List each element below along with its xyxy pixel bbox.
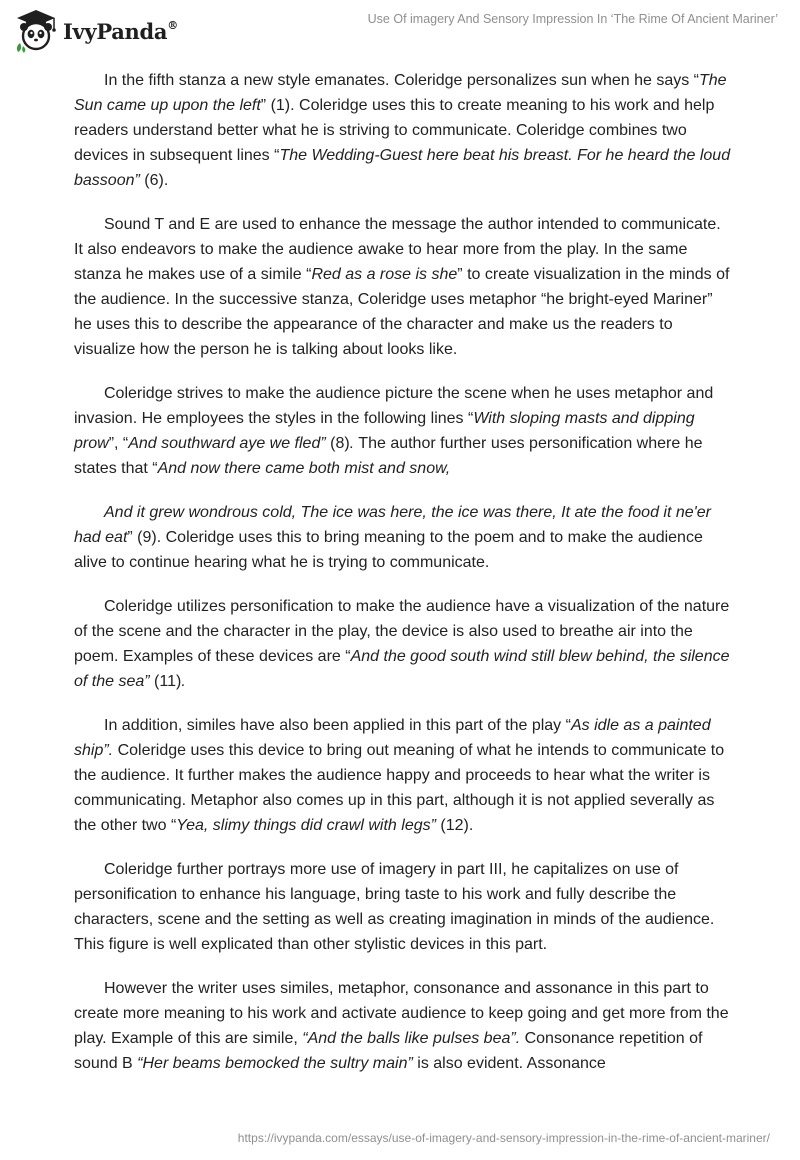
quoted-line: And it grew wondrous cold, The ice was here, the ice was there, It ate the food it ne'er had eat: [74, 504, 711, 546]
essay-body: [74, 68, 734, 1095]
text-run: (6).: [139, 172, 169, 189]
document-title: Use Of imagery And Sensory Impression In ‘The Rime Of Ancient Mariner’: [367, 12, 778, 26]
text-run: Coleridge utilizes personification to make the audience have a visualization of the nature of the scene and the character in the play, the device is also used to breathe air into the poem. Examples of these devices are “: [74, 598, 730, 665]
text-run: The author further uses personification where he states that “: [74, 435, 703, 477]
text-run: However the writer uses similes, metaphor, consonance and assonance in this part to create more meaning to his work and activate audience to keep going and get more from the play. Example of this are simile,: [74, 980, 729, 1047]
essay-paragraph: [74, 68, 734, 193]
text-run: Sound T and E are used to enhance the message the author intended to communicate. It also endeavors to make the audience awake to hear more from the play. In the same stanza he makes use of a simile “: [74, 216, 721, 283]
page-header: [0, 0, 800, 62]
quoted-line: As idle as a painted ship”.: [74, 717, 711, 759]
quoted-line: The Wedding-Guest here beat his breast. For he heard the loud bassoon”: [74, 147, 731, 189]
quoted-line: And the good south wind still blew behind, the silence of the sea”: [74, 648, 730, 690]
text-run: Coleridge strives to make the audience picture the scene when he uses metaphor and invasion. He employees the styles in the following lines “: [74, 385, 714, 427]
essay-paragraph: [74, 976, 734, 1076]
quoted-line: .: [349, 435, 355, 452]
quoted-line: “Her beams bemocked the sultry main”: [137, 1055, 413, 1072]
text-run: (8): [325, 435, 350, 452]
quoted-line: With sloping masts and dipping prow: [74, 410, 695, 452]
quoted-line: Red as a rose is she: [311, 266, 458, 283]
text-run: ” to create visualization in the minds of the audience. In the successive stanza, Coleridge uses metaphor “he bright-eyed Mariner” he uses this to describe the appearance of the character and make us the readers to visualize how the person he is talking about looks like.: [74, 266, 730, 358]
text-run: Consonance repetition of sound B: [74, 1030, 703, 1072]
essay-paragraph: [74, 857, 734, 957]
text-run: Coleridge uses this device to bring out meaning of what he intends to communicate to the audience. It further makes the audience happy and proceeds to hear what the writer is communicating. Metaphor also comes up in this part, although it is not applied severally as the other two “: [74, 742, 725, 834]
essay-paragraph: [74, 594, 734, 694]
source-url[interactable]: https://ivypanda.com/essays/use-of-imagery-and-sensory-impression-in-the-rime-of-ancient-mariner/: [237, 1131, 770, 1145]
brand-name: IvyPanda®: [63, 18, 178, 44]
text-run: (11): [149, 673, 182, 690]
quoted-line: The Sun came up upon the left: [74, 72, 727, 114]
text-run: In addition, similes have also been applied in this part of the play “: [104, 717, 571, 734]
text-run: ” (9). Coleridge uses this to bring meaning to the poem and to make the audience alive to continue hearing what he is trying to communicate.: [74, 529, 703, 571]
essay-paragraph: [74, 713, 734, 838]
text-run: (12).: [435, 817, 474, 834]
quoted-line: And now there came both mist and snow,: [157, 460, 451, 477]
text-run: ”, “: [108, 435, 129, 452]
ivypanda-logo[interactable]: [14, 9, 178, 53]
quoted-line: Yea, slimy things did crawl with legs”: [176, 817, 436, 834]
quoted-line: “And the balls like pulses bea”.: [302, 1030, 521, 1047]
text-run: ” (1). Coleridge uses this to create meaning to his work and help readers understand better what he is striving to communicate. Coleridge combines two devices in subsequent lines “: [74, 97, 715, 164]
essay-paragraph: [74, 212, 734, 362]
essay-paragraph: [74, 381, 734, 481]
text-run: Coleridge further portrays more use of imagery in part III, he capitalizes on use of personification to enhance his language, bring taste to his work and fully describe the characters, scene and the setting as well as creating imagination in minds of the audience. This figure is well explicated than other stylistic devices in this part.: [74, 861, 715, 953]
text-run: In the fifth stanza a new style emanates. Coleridge personalizes sun when he says “: [104, 72, 699, 89]
panda-graduate-icon: [14, 9, 58, 53]
text-run: is also evident. Assonance: [412, 1055, 606, 1072]
essay-paragraph: [74, 500, 734, 575]
quoted-line: And southward aye we fled”: [128, 435, 326, 452]
quoted-line: .: [181, 673, 186, 690]
